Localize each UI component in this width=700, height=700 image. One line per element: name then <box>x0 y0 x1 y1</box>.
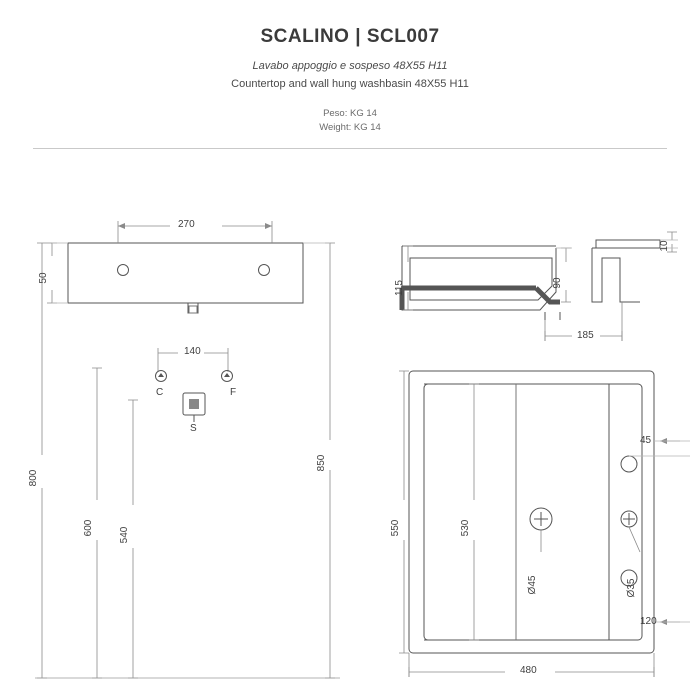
dim-540: 540 <box>119 526 130 544</box>
weight-italian: Peso: KG 14 <box>323 108 377 119</box>
dim-115: 115 <box>394 280 405 296</box>
dim-270: 270 <box>178 219 195 230</box>
dim-185: 185 <box>577 330 594 341</box>
dim-50: 50 <box>38 272 49 284</box>
weight-english: Weight: KG 14 <box>319 122 381 133</box>
marker-hot-label: F <box>230 387 237 398</box>
dim-90: 90 <box>552 277 563 289</box>
subtitle-italian: Lavabo appoggio e sospeso 48X55 H11 <box>252 60 448 72</box>
dim-530: 530 <box>460 519 471 537</box>
dim-550: 550 <box>390 519 401 537</box>
page-title: SCALINO | SCL007 <box>260 26 440 47</box>
dim-10: 10 <box>659 240 670 252</box>
dim-800: 800 <box>28 469 39 487</box>
dim-600: 600 <box>83 519 94 537</box>
subtitle-english: Countertop and wall hung washbasin 48X55 H11 <box>231 78 469 90</box>
dim-480: 480 <box>520 665 537 676</box>
marker-cold-label: C <box>156 387 164 398</box>
dim-hole-center: Ø45 <box>527 575 538 595</box>
dim-hole-side: Ø35 <box>626 578 637 598</box>
dim-120: 120 <box>640 616 657 627</box>
marker-drain-label: S <box>190 423 197 434</box>
dim-850: 850 <box>316 454 327 472</box>
dim-45: 45 <box>640 435 652 446</box>
dim-140: 140 <box>184 346 201 357</box>
